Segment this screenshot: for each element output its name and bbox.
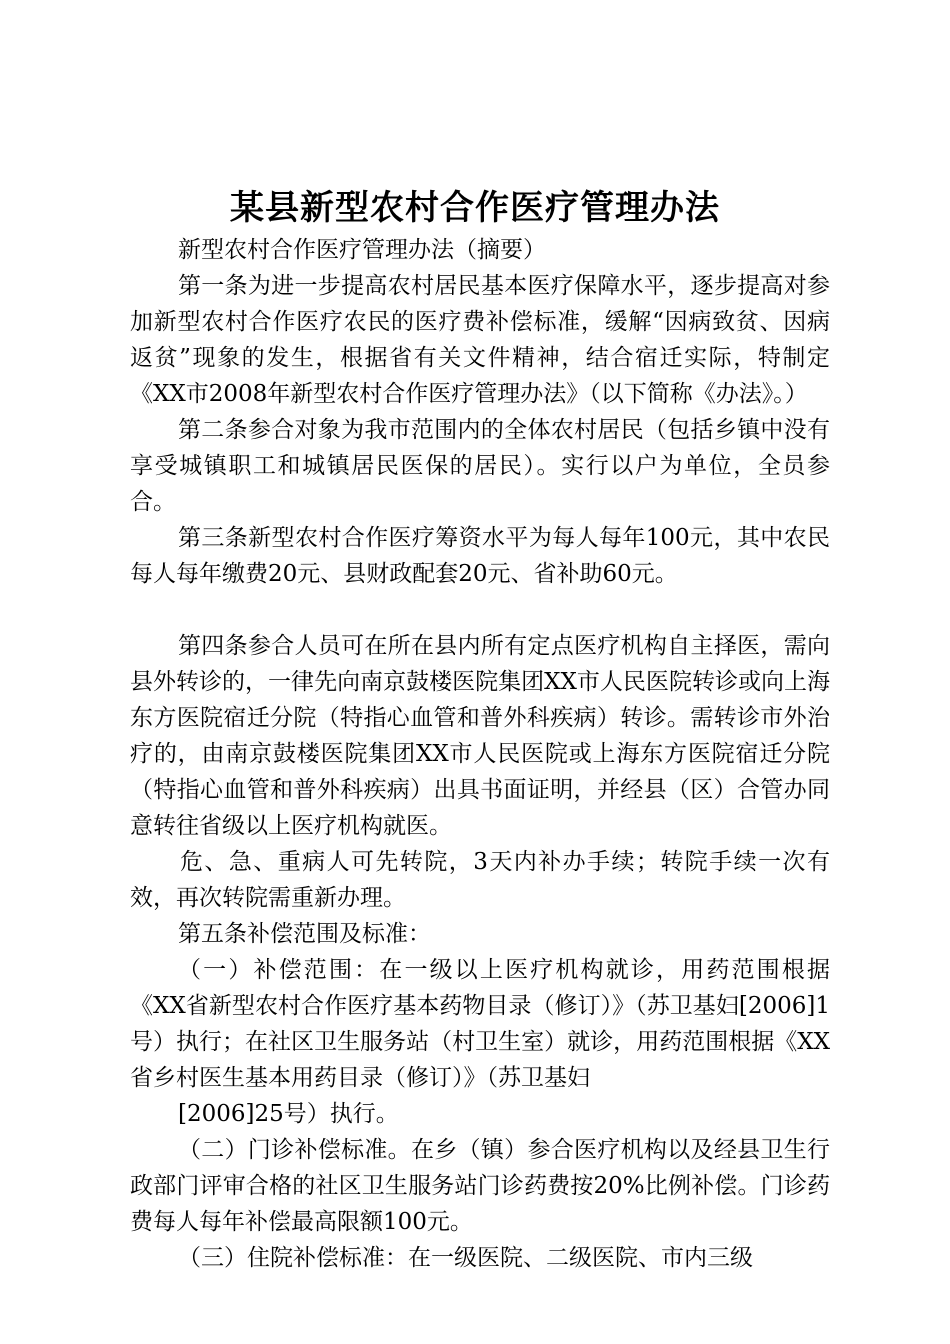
- paragraph-spacer: [130, 592, 830, 628]
- paragraph-outpatient: （二）门诊补偿标准。在乡（镇）参合医疗机构以及经县卫生行政部门评审合格的社区卫生服务站门诊药费按20%比例补偿。门诊药费每人每年补偿最高限额100元。: [130, 1137, 830, 1235]
- paragraph-scope-cont: [2006]25号）执行。: [178, 1101, 399, 1127]
- document-body: [130, 232, 830, 1276]
- paragraph-article-5: 第五条补偿范围及标准：: [178, 921, 431, 947]
- paragraph-inpatient: （三）住院补偿标准：在一级医院、二级医院、市内三级: [178, 1245, 753, 1271]
- paragraph-scope: （一）补偿范围：在一级以上医疗机构就诊，用药范围根据《XX省新型农村合作医疗基本药物目录（修订）》（苏卫基妇[2006]1号）执行；在社区卫生服务站（村卫生室）就诊，用药范围根据《XX省乡村医生基本用药目录（修订）》（苏卫基妇: [130, 957, 830, 1091]
- document-title: 某县新型农村合作医疗管理办法: [230, 188, 720, 228]
- paragraph-article-4: 第四条参合人员可在所在县内所有定点医疗机构自主择医，需向县外转诊的，一律先向南京鼓楼医院集团XX市人民医院转诊或向上海东方医院宿迁分院（特指心血管和普外科疾病）转诊。需转诊市外治疗的，由南京鼓楼医院集团XX市人民医院或上海东方医院宿迁分院（特指心血管和普外科疾病）出具书面证明，并经县（区）合管办同意转往省级以上医疗机构就医。: [130, 633, 830, 839]
- paragraph-subtitle: 新型农村合作医疗管理办法（摘要）: [178, 237, 546, 263]
- paragraph-emergency: 危、急、重病人可先转院，3天内补办手续；转院手续一次有效，再次转院需重新办理。: [130, 849, 830, 911]
- paragraph-article-2: 第二条参合对象为我市范围内的全体农村居民（包括乡镇中没有享受城镇职工和城镇居民医保的居民）。实行以户为单位，全员参合。: [130, 417, 830, 515]
- paragraph-article-1: 第一条为进一步提高农村居民基本医疗保障水平，逐步提高对参加新型农村合作医疗农民的医疗费补偿标准，缓解“因病致贫、因病返贫”现象的发生，根据省有关文件精神，结合宿迁实际，特制定《XX市2008年新型农村合作医疗管理办法》（以下简称《办法》。）: [130, 273, 830, 407]
- paragraph-article-3: 第三条新型农村合作医疗筹资水平为每人每年100元，其中农民每人每年缴费20元、县财政配套20元、省补助60元。: [130, 525, 830, 587]
